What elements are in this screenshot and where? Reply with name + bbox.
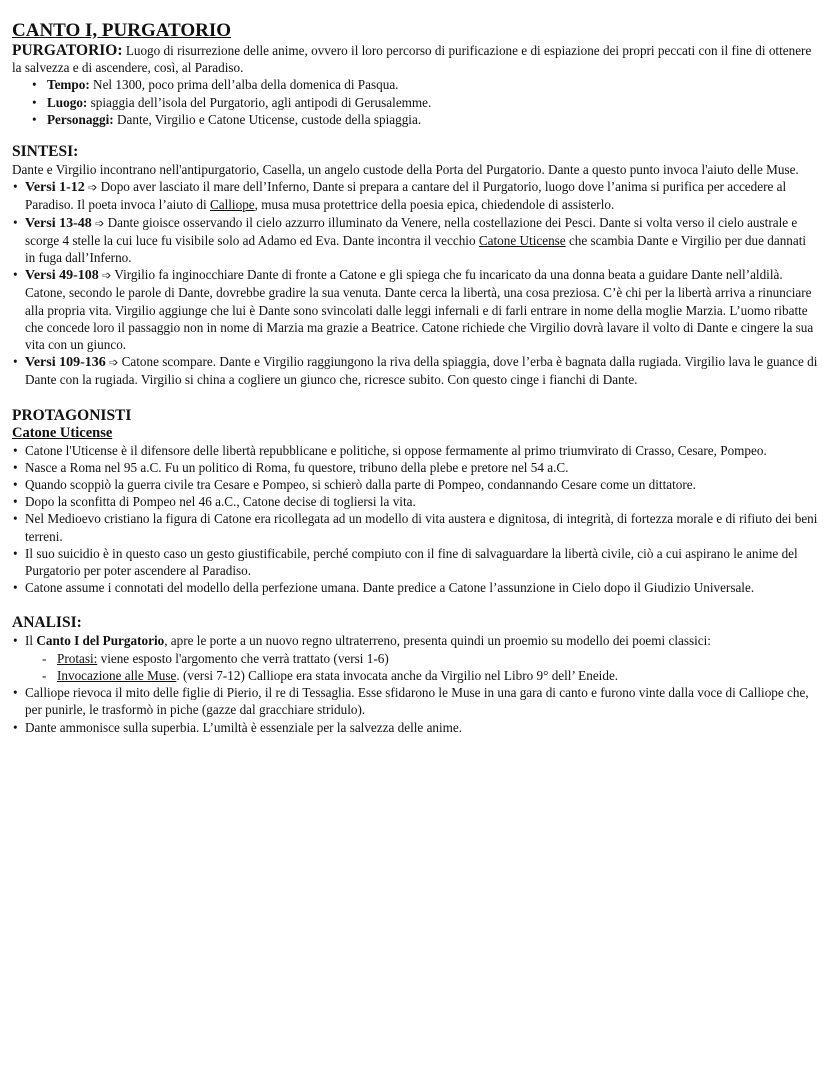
info-label: Personaggi: [47,111,114,127]
section-heading-sintesi: SINTESI: [12,143,79,161]
bullet-icon: • [13,477,18,493]
bullet-icon: • [13,580,18,596]
info-list [12,76,818,128]
sintesi-item [12,266,818,353]
analisi-list [12,632,818,735]
info-item [12,94,818,111]
arrow-icon: ➩ [109,356,119,370]
protasi-term: Protasi: [57,650,98,666]
list-item-text: Il suo suicidio è in questo caso un gesto giustificabile, perché compiuto con il fine di salvaguardare la libertà civile, ciò a cui aspirano le anime del Purgatorio per poter ascendere al Paradiso. [25,545,798,579]
list-item [12,459,818,476]
catone-link[interactable]: Catone Uticense [478,232,566,248]
list-item [12,579,818,596]
invocazione-term: Invocazione alle Muse [57,667,177,683]
info-text: spiaggia dell’isola del Purgatorio, agli antipodi di Gerusalemme. [87,94,432,110]
sintesi-text: , musa musa protettrice della poesia epica, chiedendole di assisterlo. [254,197,615,213]
list-item-text: Catone assume i connotati del modello della perfezione umana. Dante predice a Catone l’assunzione in Cielo dopo il Giudizio Universale. [25,580,755,596]
sintesi-text: Virgilio fa inginocchiare Dante di fronte a Catone e gli spiega che fu incaricato da una donna beata a guidare Dante nell’aldilà. Catone, secondo le parole di Dante, dovrebbe gradire la sua venuta. Dante cerca la libertà, una cosa preziosa. C’è chi per la libertà arriva a rinunciare alla propria vita. Virgilio aggiunge che lui è Dante sono svincolati dalle leggi infernali e di farli entrare in nome della moglie Marzia. L’uomo ribatte che concede loro il passaggio non in nome di Marzia ma grazie a Beatrice. Catone richiede che Virgilio dovrà lavare il volto di Dante e cingere la sua vita con un giunco. [25,267,814,353]
bullet-icon: • [13,354,18,370]
verse-range: Versi 49-108 [25,268,99,284]
info-label: Tempo: [47,77,90,93]
calliope-link[interactable]: Calliope [209,197,255,213]
arrow-icon: ➩ [102,269,112,283]
bullet-icon: • [13,511,18,527]
verse-range: Versi 13-48 [25,215,92,231]
bullet-icon: • [13,685,18,701]
bullet-icon: • [13,267,18,283]
list-item [12,719,818,736]
info-text: Nel 1300, poco prima dell’alba della domenica di Pasqua. [89,77,399,93]
bullet-icon: • [13,442,18,458]
analisi-sublist [25,650,818,684]
sub-item-text: . (versi 7-12) Calliope era stata invocata anche da Virgilio nel Libro 9° dell’ Eneide. [176,667,619,683]
bullet-icon: • [32,94,37,110]
list-item-text: Quando scoppiò la guerra civile tra Cesare e Pompeo, si schierò dalla parte di Pompeo, condannando Cesare come un dittatore. [25,477,696,493]
bullet-icon: • [13,494,18,510]
list-item [12,684,818,718]
list-item-text: Nel Medioevo cristiano la figura di Catone era ricollegata ad un modello di vita austera e dignitosa, di integrità, di fortezza morale e di rifiuto dei beni terreni. [25,511,818,544]
bullet-icon: • [32,77,37,93]
bullet-icon: • [32,111,37,127]
list-item-text: Dopo la sconfitta di Pompeo nel 46 a.C., Catone decise di togliersi la vita. [25,494,416,510]
list-item [12,476,818,493]
list-item-text: , apre le porte a un nuovo regno ultraterreno, presenta quindi un proemio su modello dei poemi classici: [164,633,711,649]
verse-range: Versi 1-12 [25,180,85,196]
sintesi-text: che scambia Dante e Virgilio per due dannati in fuga dall’Inferno. [25,232,807,266]
list-item-text: Dante ammonisce sulla superbia. L’umiltà è essenziale per la salvezza delle anime. [25,719,463,735]
list-item [12,545,818,579]
dash-icon: - [42,667,47,683]
sub-list-item [25,667,818,684]
info-item [12,76,818,93]
dash-icon: - [42,650,47,666]
sintesi-text: Dopo aver lasciato il mare dell’Inferno, Dante si prepara a cantare del il Purgatorio, luogo dove l’anima si purifica per accedere al Paradiso. Il poeta invoca l’aiuto di [25,179,787,213]
sub-list-item [25,650,818,667]
sintesi-intro: Dante e Virgilio incontrano nell'antipurgatorio, Casella, un angelo custode della Porta del Purgatorio. Dante a questo punto invoca l'aiuto delle Muse. [12,162,799,178]
list-item [12,632,818,684]
info-label: Luogo: [47,94,88,110]
list-item [12,442,818,459]
canto-name: Canto I del Purgatorio [36,633,165,649]
list-item [12,510,818,544]
section-heading-protagonisti: PROTAGONISTI [12,406,132,424]
arrow-icon: ➩ [95,216,105,230]
list-item-text: Nasce a Roma nel 95 a.C. Fu un politico di Roma, fu questore, tribuno della plebe e pretore nel 54 a.C. [25,459,569,475]
protagonisti-list [12,442,818,597]
list-item-text: Il [25,633,37,649]
bullet-icon: • [13,719,18,735]
list-item-text: Catone l'Uticense è il difensore delle libertà repubblicane e politiche, si oppose fermamente al primo triumvirato di Crasso, Cesare, Pompeo. [25,442,767,458]
section-heading-analisi: ANALISI: [12,614,82,632]
list-item-text: Calliope rievoca il mito delle figlie di Pierio, il re di Tessaglia. Esse sfidarono le Muse in una gara di canto e furono vinte dalla voce di Calliope che, per punirle, le trasformò in piche (gazze dal gracchiare stridulo). [25,685,809,718]
sintesi-list [12,178,818,388]
verse-range: Versi 109-136 [25,355,106,371]
intro-paragraph [12,42,818,76]
info-item [12,111,818,128]
bullet-icon: • [13,214,18,230]
list-item [12,493,818,510]
sub-item-text: viene esposto l'argomento che verrà trattato (versi 1-6) [97,650,389,666]
bullet-icon: • [13,179,18,195]
sintesi-text: Dante gioisce osservando il cielo azzurro illuminato da Venere, nella costellazione dei Pesci. Dante si volta verso il cielo australe e scorge 4 stelle la cui luce fu visibile solo ad Adamo ed Eva. Dante incontra il vecchio [25,214,798,248]
page-title: CANTO I, PURGATORIO [12,20,232,41]
bullet-icon: • [13,633,18,649]
sintesi-item [12,178,818,213]
info-text: Dante, Virgilio e Catone Uticense, custode della spiaggia. [113,111,422,127]
sintesi-text: Catone scompare. Dante e Virgilio raggiungono la riva della spiaggia, dove l’erba è bagnata dalla rugiada. Virgilio lava le guance di Dante con la rugiada. Virgilio si china a cogliere un giunco che, ricresce subito. Con questo cinge i fianchi di Dante. [25,354,818,388]
sintesi-item [12,353,818,388]
document-page [12,20,818,736]
arrow-icon: ➩ [88,181,98,195]
bullet-icon: • [13,459,18,475]
subheading-catone: Catone Uticense [12,424,113,441]
sintesi-item [12,214,818,267]
intro-term: PURGATORIO: [12,42,123,59]
intro-text: Luogo di risurrezione delle anime, ovvero il loro percorso di purificazione e di espiazione dei propri peccati con il fine di ottenere la salvezza e di ascendere, così, al Paradiso. [12,43,812,76]
bullet-icon: • [13,545,18,561]
